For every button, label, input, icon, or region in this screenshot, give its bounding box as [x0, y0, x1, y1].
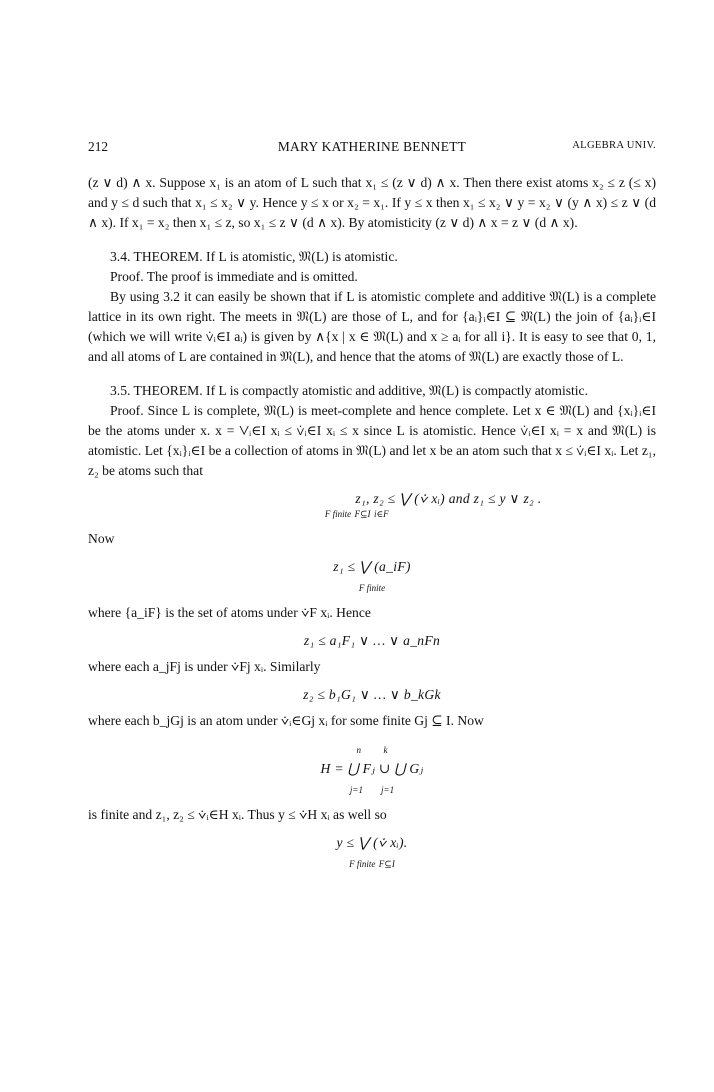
text-where-1: where {a_iF} is the set of atoms under ⩒F xᵢ. Hence — [88, 605, 371, 620]
page-body — [88, 173, 656, 879]
equation-6: y ≤ ⋁ (⩒ xᵢ). F finite F⊆I — [336, 835, 408, 869]
paragraph-complete-lattice: By using 3.2 it can easily be shown that if L is atomistic complete and additive 𝔐(L) is a complete lattice in its own right. The meets in 𝔐(L) are those of L, and for {aᵢ}ᵢ∈I ⊆ 𝔐(L) the join of {aᵢ}ᵢ∈I (which we will write ⩒ᵢ∈I aᵢ) is given by ∧{x | x ∈ 𝔐(L) and x ≥ aᵢ for all i}. It is easy to see that 0, 1, and all atoms of L are contained in 𝔐(L), and hence that the atoms of 𝔐(L) are exactly those of L. — [88, 289, 656, 364]
equation-3: z₁ ≤ a₁F₁ ∨ … ∨ a_nFn — [303, 633, 441, 648]
journal-name: ALGEBRA UNIV. — [572, 140, 656, 151]
paragraph-continuation: (z ∨ d) ∧ x. Suppose x₁ is an atom of L such that x₁ ≤ (z ∨ d) ∧ x. Then there exist atoms x₂ ≤ z (≤ x) and y ≤ d such that x₁ ≤ x₂ ∨ y. Hence y ≤ x or x₂ = x₁. If y ≤ x then x₁ ≤ x₂ ∨ y = x₂ ∨ (y ∧ x) ≤ z ∨ (d ∧ x). If x₁ = x₂ then x₁ ≤ z, so x₁ ≤ z ∨ (d ∧ x). By atomisticity (z ∨ d) ∧ x = z ∨ (d ∧ x). — [88, 175, 656, 230]
equation-1: z₁, z₂ ≤ ⋁ (⩒ xᵢ) and z₁ ≤ y ∨ z₂ . F finite F⊆I i∈F — [324, 491, 542, 519]
text-where-2: where each a_jFj is under ⩒Fj xᵢ. Similarly — [88, 659, 321, 674]
equation-2: z₁ ≤ ⋁ (a_iF) F finite — [333, 559, 411, 593]
running-header — [88, 139, 656, 159]
equation-5: n k H = ⋃ Fⱼ ∪ ⋃ Gⱼ j=1 j=1 — [320, 745, 424, 795]
author-name: MARY KATHERINE BENNETT — [277, 139, 467, 154]
theorem-3-5: 3.5. THEOREM. If L is compactly atomistic and additive, 𝔐(L) is compactly atomistic. — [110, 383, 588, 398]
text-where-3: where each b_jGj is an atom under ⩒ᵢ∈Gj xᵢ for some finite Gj ⊆ I. Now — [88, 713, 484, 728]
page-number: 212 — [88, 139, 109, 154]
proof-3-4: Proof. The proof is immediate and is omitted. — [110, 269, 358, 284]
proof-3-5: Proof. Since L is complete, 𝔐(L) is meet-complete and hence complete. Let x ∈ 𝔐(L) and {xᵢ}ᵢ∈I be the atoms under x. x = ⋁ᵢ∈I xᵢ ≤ ⩒ᵢ∈I xᵢ ≤ x since L is atomistic. Hence ⩒ᵢ∈I xᵢ = x and 𝔐(L) is atomistic. Let {xᵢ}ᵢ∈I be a collection of atoms in 𝔐(L) and let x be an atom such that x ≤ ⩒ᵢ∈I xᵢ. Let z₁, z₂ be atoms such that — [88, 403, 656, 478]
text-now-1: Now — [88, 531, 115, 546]
equation-4: z₂ ≤ b₁G₁ ∨ … ∨ b_kGk — [303, 687, 441, 702]
text-finite: is finite and z₁, z₂ ≤ ⩒ᵢ∈H xᵢ. Thus y ≤ ⩒H xᵢ as well so — [88, 807, 387, 822]
theorem-3-4: 3.4. THEOREM. If L is atomistic, 𝔐(L) is atomistic. — [110, 249, 398, 264]
